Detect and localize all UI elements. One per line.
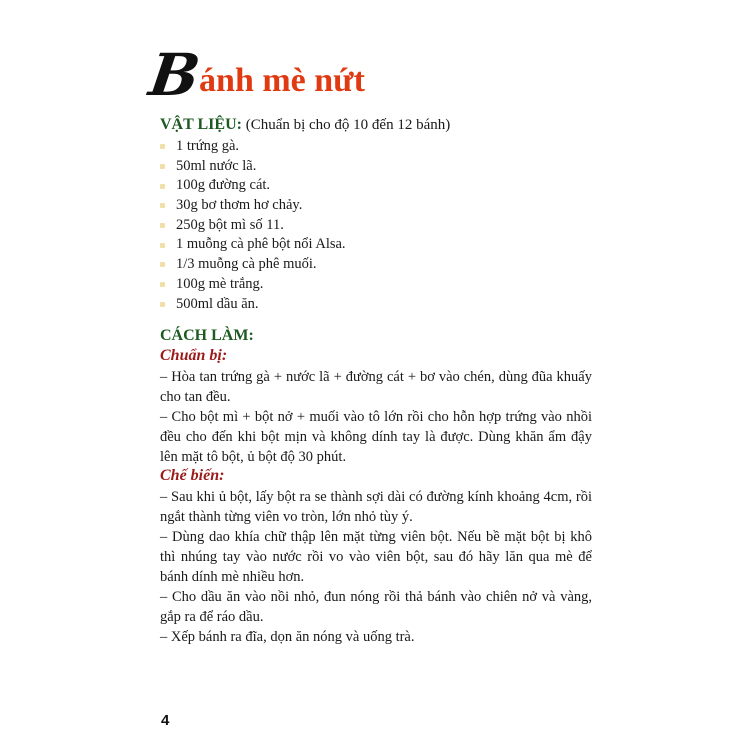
bullet-icon bbox=[160, 243, 165, 248]
cook-step: – Dùng dao khía chữ thập lên mặt từng viên bột. Nếu bề mặt bột bị khô thì nhúng tay vào nước rồi vo vào viên bột, sau đó hãy lăn qua mè để bánh dính mè nhiều hơn. bbox=[160, 529, 592, 585]
ingredient-item: 100g đường cát. bbox=[160, 176, 346, 196]
bullet-icon bbox=[160, 164, 165, 169]
ingredient-item: 500ml dầu ăn. bbox=[160, 295, 346, 315]
bullet-icon bbox=[160, 262, 165, 267]
recipe-title bbox=[145, 41, 365, 109]
prep-heading: Chuẩn bị: bbox=[160, 347, 228, 364]
method-heading: CÁCH LÀM: bbox=[160, 327, 254, 344]
ingredient-item: 1 muỗng cà phê bột nổi Alsa. bbox=[160, 235, 346, 255]
ingredients-serving-note: (Chuẩn bị cho độ 10 đến 12 bánh) bbox=[241, 117, 451, 133]
ingredient-item: 1 trứng gà. bbox=[160, 137, 346, 157]
title-text: ánh mè nứt bbox=[199, 62, 365, 99]
bullet-icon bbox=[160, 203, 165, 208]
title-drop-cap: B bbox=[145, 41, 202, 109]
prep-step: – Cho bột mì + bột nở + muối vào tô lớn rồi cho hỗn hợp trứng vào nhồi đều cho đến khi bột mịn và không dính tay là được. Dùng khăn ẩm đậy lên mặt tô bột, ủ bột độ 30 phút. bbox=[160, 409, 592, 465]
cook-step: – Xếp bánh ra đĩa, dọn ăn nóng và uống trà. bbox=[160, 629, 415, 645]
cook-heading: Chế biến: bbox=[160, 467, 225, 484]
cook-step: – Sau khi ủ bột, lấy bột ra se thành sợi dài có đường kính khoảng 4cm, rồi ngắt thành từng viên vo tròn, lớn nhỏ tùy ý. bbox=[160, 489, 592, 525]
cook-step: – Cho dầu ăn vào nồi nhỏ, đun nóng rồi thả bánh vào chiên nở và vàng, gắp ra để ráo dầu. bbox=[160, 589, 592, 625]
ingredients-heading bbox=[160, 116, 450, 134]
page-number: 4 bbox=[161, 712, 170, 729]
bullet-icon bbox=[160, 184, 165, 189]
ingredient-item: 30g bơ thơm hơ chảy. bbox=[160, 196, 346, 216]
bullet-icon bbox=[160, 144, 165, 149]
prep-step: – Hòa tan trứng gà + nước lã + đường cát + bơ vào chén, dùng đũa khuấy cho tan đều. bbox=[160, 369, 592, 405]
ingredients-list bbox=[160, 137, 346, 314]
ingredient-item: 1/3 muỗng cà phê muối. bbox=[160, 255, 346, 275]
ingredient-item: 100g mè trắng. bbox=[160, 275, 346, 295]
ingredient-item: 250g bột mì số 11. bbox=[160, 216, 346, 236]
bullet-icon bbox=[160, 223, 165, 228]
ingredient-item: 50ml nước lã. bbox=[160, 157, 346, 177]
bullet-icon bbox=[160, 282, 165, 287]
ingredients-heading-label: VẬT LIỆU: bbox=[160, 116, 242, 133]
bullet-icon bbox=[160, 302, 165, 307]
